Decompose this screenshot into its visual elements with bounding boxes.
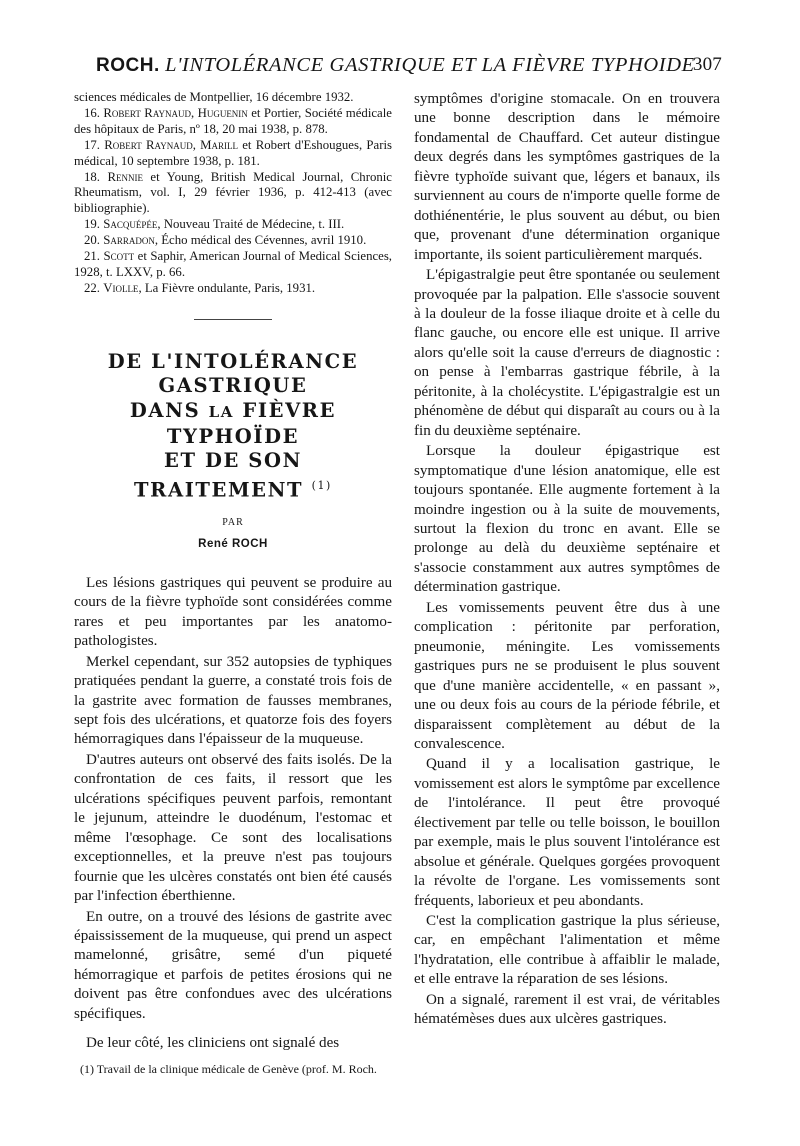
footnote: (1) Travail de la clinique médicale de Genève (prof. M. Roch. [80, 1061, 377, 1076]
reference-item: 21. Scott et Saphir, American Journal of Medical Sciences, 1928, t. LXXV, p. 66. [74, 249, 392, 279]
footnote-marker: (1) [311, 478, 332, 492]
right-body-text [414, 90, 720, 1030]
left-column [74, 90, 392, 1126]
left-body-text [74, 574, 392, 1054]
header-author: ROCH. [96, 55, 160, 76]
reference-item: 22. Violle, La Fièvre ondulante, Paris, 1931. [84, 280, 316, 295]
paragraph: Les lésions gastriques qui peuvent se produire au cours de la fièvre typhoïde sont considérées comme rares et peu importantes par les anatomo-pathologistes. [74, 574, 392, 650]
reference-list [74, 90, 392, 297]
paragraph: Lorsque la douleur épigastrique est symptomatique d'une lésion anatomique, elle est toujours spontanée. Elle augmente fortement à la moindre ingestion ou à la suite de mouvements, surtout la flexion du tronc en avant. Elle se prolonge au delà du deuxième septénaire et s'associe constamment aux autres symptômes de détermination gastrique. [414, 443, 720, 596]
paragraph: L'épigastralgie peut être spontanée ou seulement provoquée par la palpation. Elle s'associe souvent à la douleur de la fosse iliaque droite et à celle du flanc gauche, ou encore elle est unique. Il arrive alors qu'elle soit la cause d'erreurs de diagnostic : on pense à l'embarras gastrique fébrile, à la péritonite, à la cholécystite. L'épigastralgie est un phénomène de début qui disparaît au cours ou à la fin du deuxième septénaire. [414, 267, 720, 439]
by-label: PAR [222, 516, 244, 528]
header-title: L'INTOLÉRANCE GASTRIQUE ET LA FIÈVRE TYPHOIDE [165, 54, 695, 76]
section-divider [194, 319, 272, 320]
paragraph: En outre, on a trouvé des lésions de gastrite avec épaississement de la muqueuse, qui prend un aspect mamelonné, grisâtre, semé d'un piqueté hémorragique et parfois de petites érosions qui ne doivent pas être confondues avec des ulcérations spécifiques. [74, 908, 392, 1022]
paragraph: Les vomissements peuvent être dus à une complication : péritonite par perforation, pneumonie, méningite. Les vomissements gastriques purs ne se produisent le plus souvent que d'une manière accidentelle, « en passant », une ou deux fois au cours de la période fébrile, et disparaissent complètement au début de la convalescence. [414, 599, 720, 752]
page-number: 307 [692, 54, 722, 75]
paragraph: symptômes d'origine stomacale. On en trouvera une bonne description dans le mémoire fondamental de Chauffard. Cet auteur distingue deux degrés dans les symptômes gastriques de la fièvre typhoïde suivant que, légers et banaux, ils surviennent au cours de n'importe quelle forme de dothiénentérie, le plus souvent au début, ou bien que, provenant d'une détermination organique importante, ils soient particulièrement marqués. [414, 91, 720, 263]
article-author: René ROCH [198, 537, 268, 550]
article-title: DE L'INTOLÉRANCE GASTRIQUE DANS LA FIÈVRE TYPHOÏDE ET DE SON TRAITEMENT $^{(1)}$ [107, 349, 359, 502]
paragraph: D'autres auteurs ont observé des faits isolés. De la confrontation de ces faits, il ressort que les ulcérations spécifiques peuvent parfois, remontant le jejunum, atteindre le duodénum, l'estomac et même l'œsophage. Ce sont des localisations exceptionnelles, et la preuve n'est pas toujours fournie que les ulcères constatés ont bien été causés par l'infection éberthienne. [74, 751, 392, 905]
reference-item: 19. Sacquépée, Nouveau Traité de Médecine, t. III. [84, 217, 345, 232]
paragraph: Merkel cependant, sur 352 autopsies de typhiques pratiquées pendant la guerre, a constaté trois fois de la gastrite avec formation de fausses membranes, sept fois des ulcérations, et quatorze fois des foyers hémorragiques dans l'épaisseur de la muqueuse. [74, 653, 392, 748]
reference-item: 18. Rennie et Young, British Medical Journal, Chronic Rheumatism, vol. I, 29 février 1936, p. 412-413 (avec bibliographie). [74, 169, 392, 216]
reference-item: 20. Sarradon, Écho médical des Cévennes, avril 1910. [84, 233, 367, 248]
reference-item: 16. Robert Raynaud, Huguenin et Portier, Société médicale des hôpitaux de Paris, nº 18, 20 mai 1938, p. 878. [74, 105, 392, 136]
right-column [414, 90, 720, 1126]
reference-item: sciences médicales de Montpellier, 16 décembre 1932. [74, 90, 354, 104]
paragraph: De leur côté, les cliniciens ont signalé des [86, 1035, 340, 1052]
paragraph: C'est la complication gastrique la plus sérieuse, car, en empêchant l'alimentation et même l'hydratation, elle contribue à affaiblir le malade, et elle entrave la réparation de ses lésions. [414, 913, 720, 988]
running-header [96, 54, 722, 82]
reference-item: 17. Robert Raynaud, Marill et Robert d'Eshougues, Paris médical, 10 septembre 1938, p. 181. [74, 137, 392, 168]
paragraph: On a signalé, rarement il est vrai, de véritables hématémèses dues aux ulcères gastriques. [414, 991, 720, 1028]
paragraph: Quand il y a localisation gastrique, le vomissement est alors le symptôme par excellence de l'intolérance. Il peut être provoqué électivement par telle ou telle boisson, le bouillon par exemple, mais le plus souvent l'intolérance est absolue et générale. Quelques gorgées provoquent la révolte de l'organe. Les vomissements sont fréquents, laborieux et peu abondants. [414, 756, 720, 909]
